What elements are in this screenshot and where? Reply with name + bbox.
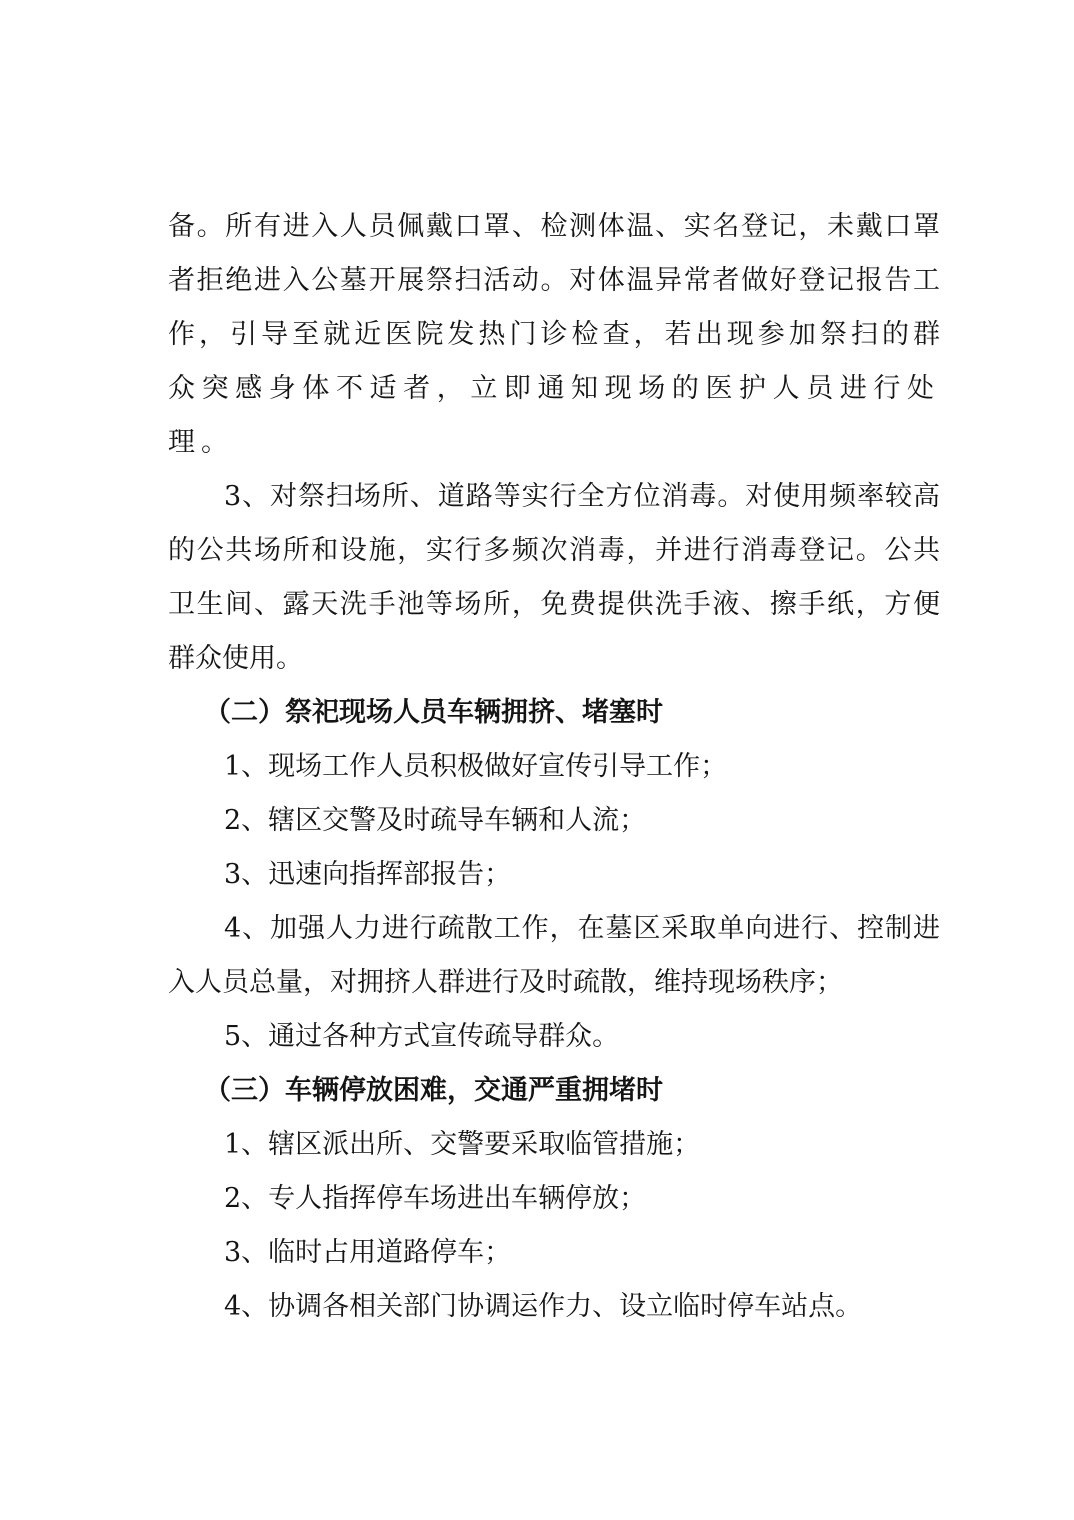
list-item: 4、加强人力进行疏散工作，在墓区采取单向进行、控制进 xyxy=(224,913,940,944)
list-item: 2、专人指挥停车场进出车辆停放； xyxy=(224,1183,647,1214)
paragraph-screening xyxy=(168,200,940,470)
paragraph-disinfection xyxy=(168,470,940,686)
section-heading: （二）祭祀现场人员车辆拥挤、堵塞时 xyxy=(204,697,663,728)
text-line: 备。所有进入人员佩戴口罩、检测体温、实名登记，未戴口罩 xyxy=(168,211,940,242)
list-item: 5、通过各种方式宣传疏导群众。 xyxy=(224,1021,620,1052)
text-line: 众突感身体不适者，立即通知现场的医护人员进行处 xyxy=(168,373,940,404)
section-heading: （三）车辆停放困难，交通严重拥堵时 xyxy=(204,1075,663,1106)
list-item: 3、临时占用道路停车； xyxy=(224,1237,512,1268)
section-crowding xyxy=(168,686,940,1064)
text-line: 群众使用。 xyxy=(168,643,303,674)
text-line: 理。 xyxy=(168,427,234,458)
section-parking xyxy=(168,1064,940,1334)
text-line: 3、对祭扫场所、道路等实行全方位消毒。对使用频率较高 xyxy=(224,481,940,512)
list-item: 2、辖区交警及时疏导车辆和人流； xyxy=(224,805,647,836)
list-item: 1、现场工作人员积极做好宣传引导工作； xyxy=(224,751,728,782)
text-line: 者拒绝进入公墓开展祭扫活动。对体温异常者做好登记报告工 xyxy=(168,265,940,296)
text-line: 作，引导至就近医院发热门诊检查，若出现参加祭扫的群 xyxy=(168,319,940,350)
list-item: 4、协调各相关部门协调运作力、设立临时停车站点。 xyxy=(224,1291,863,1322)
document-body xyxy=(168,200,940,1334)
list-item: 1、辖区派出所、交警要采取临管措施； xyxy=(224,1129,701,1160)
list-item: 3、迅速向指挥部报告； xyxy=(224,859,512,890)
text-line: 的公共场所和设施，实行多频次消毒，并进行消毒登记。公共 xyxy=(168,535,940,566)
list-item-continuation: 入人员总量，对拥挤人群进行及时疏散，维持现场秩序； xyxy=(168,967,843,998)
text-line: 卫生间、露天洗手池等场所，免费提供洗手液、擦手纸，方便 xyxy=(168,589,940,620)
